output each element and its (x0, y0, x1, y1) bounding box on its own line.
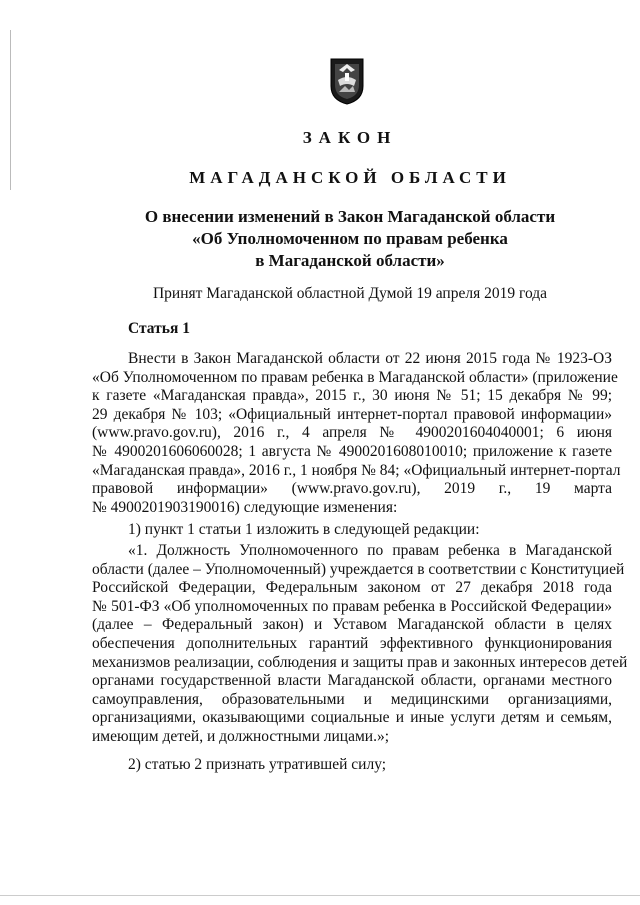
article-heading: Статья 1 (128, 320, 190, 337)
paragraph-line: (www.pravo.gov.ru), 2016 г., 4 апреля № 4900201604040001; 6 июня (92, 424, 612, 442)
paragraph-line: обеспечения дополнительных гарантий эффективного функционирования (92, 634, 612, 652)
paragraph-line: органами государственной власти Магаданской области, органами местного (92, 672, 612, 690)
paragraph-line: самоуправления, образовательными и медицинскими организациями, (92, 690, 612, 708)
paragraph-line: Внести в Закон Магаданской области от 22 июня 2015 года № 1923-ОЗ (128, 350, 612, 367)
paragraph-line: «Магаданская правда», 2016 г., 1 ноября № 84; «Официальный интернет-портал (92, 461, 621, 479)
adoption-date: Принят Магаданской областной Думой 19 апреля 2019 года (152, 285, 548, 302)
paragraph-line: «Об Уполномоченном по правам ребенка в Магаданской области» (приложение (92, 368, 618, 386)
paragraph-line: механизмов реализации, соблюдения и защиты прав и законных интересов детей (92, 653, 628, 671)
paragraph-line: 29 декабря № 103; «Официальный интернет-портал правовой информации» (92, 405, 612, 423)
paragraph-line: «1. Должность Уполномоченного по правам ребенка в Магаданской (128, 542, 612, 559)
article-intro-paragraph (92, 350, 621, 517)
paragraph-line: организациями, оказывающими социальные и иные услуги детям и семьям, (92, 709, 612, 727)
law-title: ЗАКОН (302, 128, 398, 147)
paragraph-line: 1) пункт 1 статьи 1 изложить в следующей редакции: (128, 521, 480, 538)
paragraph-line: к газете «Магаданская правда», 2015 г., 30 июня № 51; 15 декабря № 99; (92, 387, 612, 405)
paragraph-line: области (далее – Уполномоченный) учреждается в соответствии с Конституцией (92, 560, 625, 578)
subject-line: О внесении изменений в Закон Магаданской области (144, 207, 556, 226)
paragraph-line: (далее – Федеральный закон) и Уставом Магаданской области в целях (92, 616, 612, 634)
item-1-quoted-text (92, 542, 628, 747)
law-subject (0, 206, 640, 272)
paragraph-line: № 4900201903190016) следующие изменения: (92, 498, 398, 516)
scan-edge-line (0, 895, 640, 896)
item-2 (92, 756, 612, 775)
coat-of-arms-icon (327, 56, 367, 106)
paragraph-line: имеющим детей, и должностными лицами.»; (92, 727, 389, 745)
region-title: МАГАДАНСКОЙ ОБЛАСТИ (189, 168, 511, 187)
item-1-lead (92, 521, 612, 540)
subject-line: в Магаданской области» (255, 251, 445, 270)
paragraph-line: правовой информации» (www.pravo.gov.ru), 2019 г., 19 марта (92, 480, 612, 498)
subject-line: «Об Уполномоченном по правам ребенка (192, 229, 508, 248)
paragraph-line: № 501-ФЗ «Об уполномоченных по правам ребенка в Российской Федерации» (92, 597, 612, 615)
paragraph-line: Российской Федерации, Федеральным законом от 27 декабря 2018 года (92, 579, 612, 597)
paragraph-line: № 4900201606060028; 1 августа № 4900201608010010; приложение к газете (92, 442, 612, 460)
scan-edge-line (10, 30, 11, 190)
paragraph-line: 2) статью 2 признать утратившей силу; (128, 756, 387, 773)
